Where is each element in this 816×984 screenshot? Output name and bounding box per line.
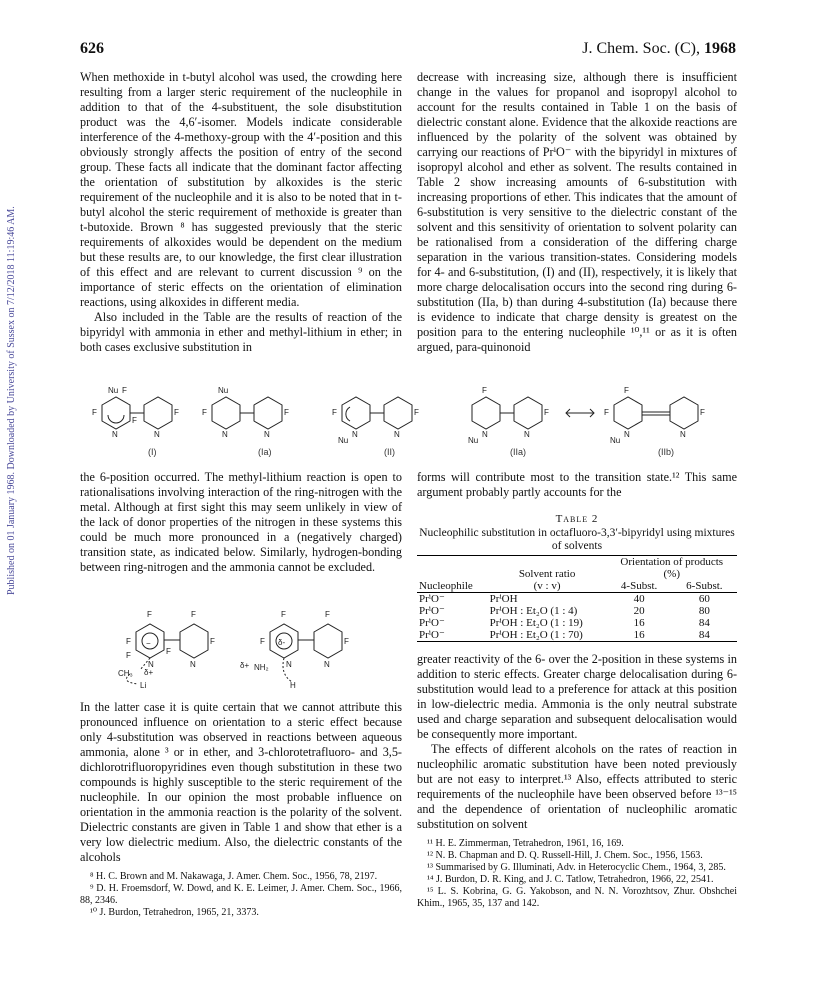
footnote: ¹³ Summarised by G. Illuminati, Adv. in Heterocyclic Chem., 1964, 3, 285. [427, 862, 726, 873]
footnote: ⁹ D. H. Froemsdorf, W. Dowd, and K. E. Leimer, J. Amer. Chem. Soc., 1966, 88, 2346. [80, 883, 402, 906]
structure-label: (I) [148, 447, 157, 457]
atom-f: F [604, 408, 609, 417]
atom-nu: Nu [468, 436, 479, 445]
atom-f: F [147, 610, 152, 619]
atom-f: F [191, 610, 196, 619]
structures-row-figure [80, 385, 740, 460]
cell-solvent: PrⁱOH [489, 593, 518, 605]
atom-n: N [148, 660, 154, 669]
cell-4-subst: 16 [633, 617, 645, 629]
atom-nu: Nu [218, 386, 229, 395]
footnote: ¹⁵ L. S. Kobrina, G. G. Yakobson, and N. N. Vorozhtsov, Zhur. Obshchei Khim., 1965, 35, 137 and 142. [417, 886, 737, 909]
cell-6-subst: 60 [698, 593, 710, 605]
atom-f: F [166, 647, 171, 656]
atom-nu: Nu [338, 436, 349, 445]
atom-li: Li [140, 681, 147, 690]
header-solvent-ratio: Solvent ratio [518, 568, 576, 580]
atom-n: N [112, 430, 118, 439]
atom-n: N [190, 660, 196, 669]
cell-4-subst: 16 [607, 629, 672, 642]
structure-label: (IIa) [510, 447, 527, 457]
structure-label: (II) [384, 447, 395, 457]
structures-pair-figure [110, 608, 390, 690]
cell-nucleophile: PrⁱO⁻ [419, 617, 445, 629]
footnote: ⁸ H. C. Brown and M. Nakawaga, J. Amer. Chem. Soc., 1956, 78, 2197. [90, 871, 378, 882]
atom-n: N [222, 430, 228, 439]
charge-delta-plus: δ+ [240, 661, 250, 670]
table-row [417, 617, 737, 629]
atom-f: F [344, 637, 349, 646]
table-title: Table 2 [555, 513, 599, 525]
paragraph: When methoxide in t-butyl alcohol was used, the crowding here resulting from a larger steric requirement of the nucleophile in addition to that of the 4-substituent, the sole disubstitution product was the 4,6′-isomer. Models indicate considerable interference of the 4-methoxy-group with the 4′-position and this obviously strongly affects the position of entry of the second group. These facts all indicate that the dominant factor affecting the orientation of substitution by alkoxides is the steric requirement of the nucleophile and it is also to be noted that in t-butyl alcohol the steric requirement of methoxide is greater than t-butoxide. Brown ⁸ has suggested previously that the steric requirements of alkoxides would be dependent on the medium but these results are, to our knowledge, the first clear illustration of this effect and are relevant to current discussion ⁹ on the importance of steric effects on the orientation of elimination reactions, using alkoxides in different media. [80, 70, 402, 309]
paragraph: decrease with increasing size, although there is insufficient change in the values for propanol and isopropyl alcohol to account for the results contained in Table 1 on the basis of dielectric constant alone. Evidence that the alkoxide reactions are influenced by the polarity of the solvent was obtained by carrying our reactions of PrⁱO⁻ with the bipyridyl in mixtures of isopropyl alcohol and ether as solvent. The results contained in Table 2 show increasing amounts of 6-substitution with increasing proportions of ether. This indicates that the amount of 6-substitution is very sensitive to the dielectric constant of the solvent and this sensitivity of orientation to solvent polarity can be rationalised from a consideration of the differing charge separation in the various transition-states. Considering models for 4- and 6-substitution, (I) and (II), respectively, it is likely that more charge delocalisation occurs into the second ring during 6-substitution (IIa, b) than during 4-substitution (Ia) because there is evidence to indicate that charge density is greatest on the position para to the entering nucleophile ¹⁰,¹¹ or as it is often argued, para-quinonoid [417, 70, 737, 354]
structure-label: (IIb) [658, 447, 675, 457]
right-column-lower [417, 470, 737, 910]
atom-f: F [700, 408, 705, 417]
table-row [417, 605, 737, 617]
structures-row [80, 385, 740, 460]
atom-nh2: NH₂ [254, 663, 269, 672]
atom-n: N [482, 430, 488, 439]
charge-delta-minus: δ- [278, 638, 286, 647]
page-number: 626 [80, 40, 104, 57]
atom-f: F [132, 416, 137, 425]
footnote: ¹² N. B. Chapman and D. Q. Russell-Hill, J. Chem. Soc., 1956, 1563. [427, 850, 703, 861]
table-2 [417, 512, 737, 642]
footnotes-right [417, 838, 737, 910]
paragraph: The effects of different alcohols on the rates of reaction in nucleophilic aromatic substitution have been noted previously but are not easy to interpret.¹³ Also, effects attributed to steric requirements of the nucleophile have been observed before ¹³⁻¹⁵ and the dependence of orientation of nucleophilic aromatic substitution on solvent [417, 742, 737, 831]
sidebar-published-text: Published on 01 January 1968. Downloaded by University of Sussex on 7/12/2018 11:19:46 AM. [6, 206, 17, 595]
paragraph: In the latter case it is quite certain that we cannot attribute this pronounced influence on orientation to a steric effect because only 4-substitution was observed in reactions between aqueous ammonia, alone ³ or in ether, and 3-chlorotetrafluoro- and 3,5-dichlorotrifluoropyridines even though substitution in these two compounds is highly susceptible to the steric requirement of the nucleophile. In our opinion the most probable influence on orientation in the ammonia reaction is the polarity of the solvent. Dielectric constants are given in Table 1 and show that ether is a very low dielectric medium. Also, the dielectric constants of the alcohols [80, 700, 402, 864]
header-orientation: Orientation of products [620, 556, 724, 568]
cell-solvent: PrⁱOH : Et₂O (1 : 70) [488, 629, 607, 642]
sidebar-published [4, 185, 18, 685]
atom-n: N [524, 430, 530, 439]
footnote: ¹⁴ J. Burdon, D. R. King, and J. C. Tatlow, Tetrahedron, 1966, 22, 2541. [427, 874, 714, 885]
atom-f: F [174, 408, 179, 417]
atom-ch3: CH₃ [118, 669, 133, 678]
atom-f: F [281, 610, 286, 619]
atom-f: F [202, 408, 207, 417]
cell-nucleophile: PrⁱO⁻ [419, 605, 445, 617]
atom-f: F [210, 637, 215, 646]
atom-n: N [286, 660, 292, 669]
cell-nucleophile: PrⁱO⁻ [419, 593, 445, 605]
journal-year: 1968 [704, 40, 736, 57]
atom-f: F [414, 408, 419, 417]
atom-n: N [680, 430, 686, 439]
atom-f: F [624, 386, 629, 395]
header-6-subst: 6-Subst. [672, 580, 737, 593]
footnote: ¹¹ H. E. Zimmerman, Tetrahedron, 1961, 16, 169. [427, 838, 624, 849]
atom-f: F [332, 408, 337, 417]
atom-f: F [544, 408, 549, 417]
atom-f: F [122, 386, 127, 395]
cell-solvent: PrⁱOH : Et₂O (1 : 4) [489, 605, 578, 617]
atom-f: F [92, 408, 97, 417]
footnotes-left [80, 871, 402, 919]
left-column-bottom [80, 700, 402, 919]
atom-n: N [264, 430, 270, 439]
atom-f: F [325, 610, 330, 619]
atom-h: H [290, 681, 296, 690]
atom-n: N [394, 430, 400, 439]
right-column-top [417, 70, 737, 355]
paragraph: the 6-position occurred. The methyl-lithium reaction is open to rationalisations involving interaction of the ring-nitrogen with the metal. Although at first sight this may seem unlikely in view of the lack of donor properties of the nitrogen in these systems this could be much more pronounced in a (negatively charged) transition state, as indicated below. Similarly, hydrogen-bonding between ring-nitrogen and the ammonia cannot be excluded. [80, 470, 402, 574]
table-2-grid [417, 555, 737, 642]
atom-n: N [324, 660, 330, 669]
cell-nucleophile: PrⁱO⁻ [417, 629, 488, 642]
cell-6-subst: 80 [698, 605, 710, 617]
charge-minus: − [146, 639, 151, 648]
structures-pair [110, 608, 390, 690]
footnote: ¹⁰ J. Burdon, Tetrahedron, 1965, 21, 3373. [90, 907, 259, 918]
atom-f: F [284, 408, 289, 417]
paragraph: greater reactivity of the 6- over the 2-position in these systems in addition to steric effects. Greater charge delocalisation during 6-substitution would lead to a preference for attack at this position in low-dielectric media. Ammonia is the only neutral substrate used and charge separation and subsequent delocalisation would be consequently more important. [417, 652, 737, 741]
header-vv: (v : v) [488, 580, 607, 593]
journal-header [582, 40, 736, 58]
structure-label: (Ia) [258, 447, 272, 457]
header-percent: (%) [663, 568, 680, 580]
left-column-top [80, 70, 402, 355]
atom-n: N [352, 430, 358, 439]
atom-f: F [126, 651, 131, 660]
cell-6-subst: 84 [672, 629, 737, 642]
atom-f: F [126, 637, 131, 646]
cell-4-subst: 40 [633, 593, 645, 605]
atom-n: N [624, 430, 630, 439]
table-row [417, 593, 737, 606]
atom-nu: Nu [610, 436, 621, 445]
atom-n: N [154, 430, 160, 439]
atom-f: F [260, 637, 265, 646]
table-row [417, 629, 737, 642]
header-nucleophile: Nucleophile [417, 580, 488, 593]
header-4-subst: 4-Subst. [607, 580, 672, 593]
journal-name: J. Chem. Soc. (C), [582, 40, 700, 57]
charge-delta-plus: δ+ [144, 668, 154, 677]
left-column-mid [80, 470, 402, 575]
paragraph: Also included in the Table are the results of reaction of the bipyridyl with ammonia in ether and methyl-lithium in ether; in both cases exclusive substitution in [80, 310, 402, 354]
cell-6-subst: 84 [698, 617, 710, 629]
atom-f: F [482, 386, 487, 395]
cell-4-subst: 20 [633, 605, 645, 617]
table-caption: Nucleophilic substitution in octafluoro-3,3′-bipyridyl using mixtures of solvents [419, 527, 735, 552]
paragraph: forms will contribute most to the transition state.¹² This same argument probably partly accounts for the [417, 470, 737, 499]
cell-solvent: PrⁱOH : Et₂O (1 : 19) [489, 617, 583, 629]
atom-nu: Nu [108, 386, 119, 395]
